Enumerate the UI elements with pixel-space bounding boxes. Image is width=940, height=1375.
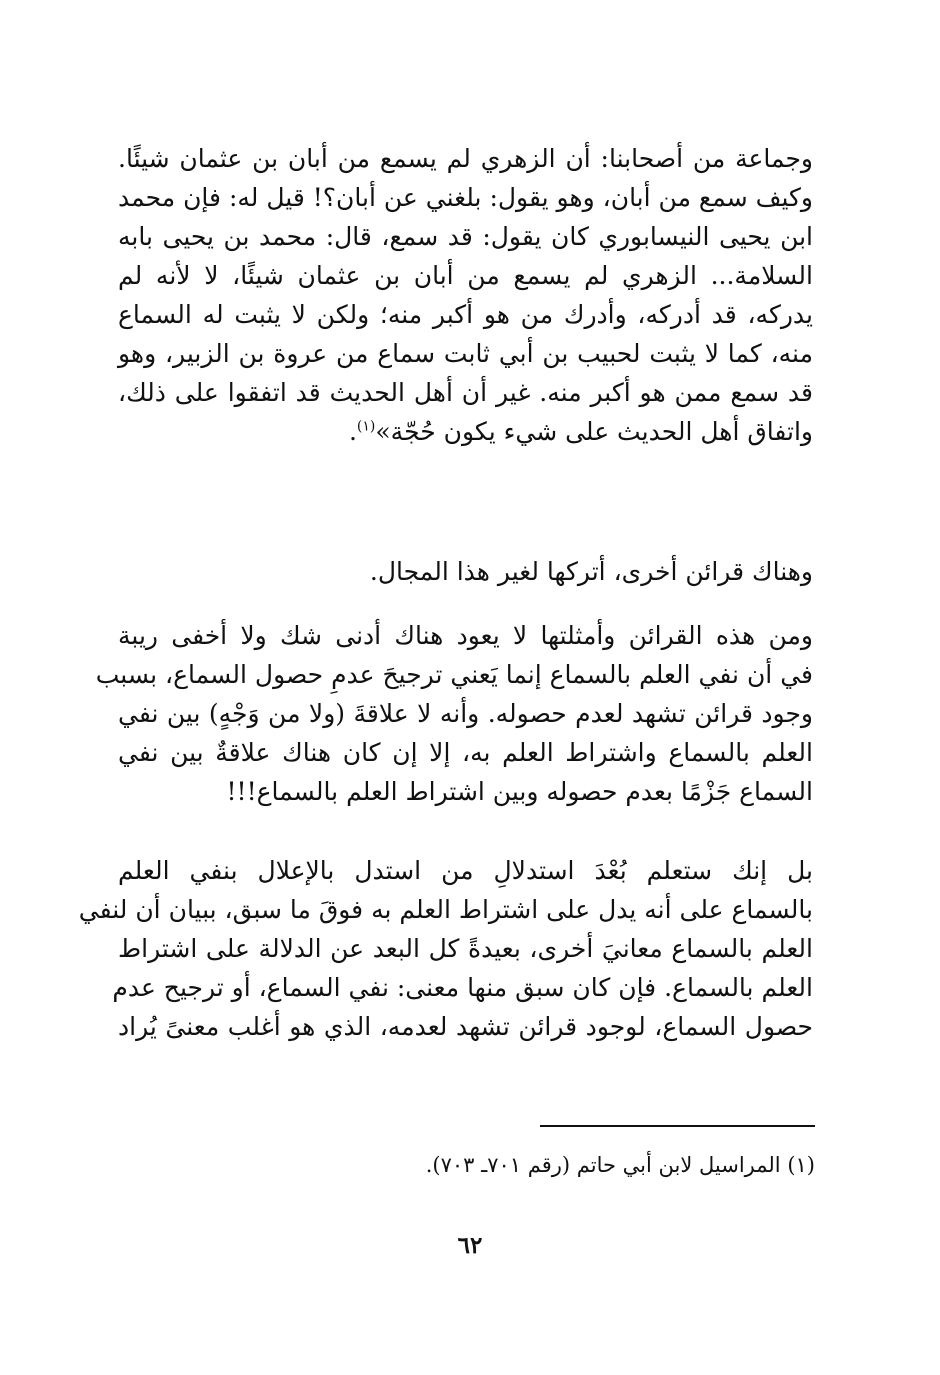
footnote: (١) المراسيل لابن أبي حاتم (رقم ٧٠١ـ ٧٠٣). [425,1153,815,1177]
paragraph [118,552,813,591]
text-line-last [118,412,813,451]
page-number: ٦٢ [457,1232,483,1259]
text-line: وهناك قرائن أخرى، أتركها لغير هذا المجال. [369,557,813,586]
text-line: السماع جَزْمًا بعدم حصوله وبين اشتراط العلم بالسماع!!! [226,777,813,806]
text-line: العلم بالسماع. فإن كان سبق منها معنى: نفي السماع، أو ترجيح عدم [112,973,813,1002]
text-line: حصول السماع، لوجود قرائن تشهد لعدمه، الذي هو أغلب معنىً يُراد [118,1012,813,1041]
text-line: منه، كما لا يثبت لحبيب بن أبي ثابت سماع من عروة بن الزبير، وهو [118,339,813,368]
text-line-content: واتفاق أهل الحديث على شيء يكون حُجّة» [375,417,813,446]
text-line: وكيف سمع من أبان، وهو يقول: بلغني عن أبان؟! قيل له: فإن محمد [118,183,813,212]
text-line: السلامة... الزهري لم يسمع من أبان بن عثمان شيئًا، لا لأنه لم [118,261,813,290]
text-line: العلم بالسماع معانيَ أخرى، بعيدةً كل البعد عن الدلالة على اشتراط [118,934,813,963]
text-line: قد سمع ممن هو أكبر منه. غير أن أهل الحديث قد اتفقوا على ذلك، [118,378,813,407]
footnote-separator [540,1125,815,1127]
text-line: ومن هذه القرائن وأمثلتها لا يعود هناك أدنى شك ولا أخفى ريبة [118,621,813,650]
footnote-marker: (١) [356,418,376,435]
text-line: وجماعة من أصحابنا: أن الزهري لم يسمع من أبان بن عثمان شيئًا. [118,144,813,173]
text-line: وجود قرائن تشهد لعدم حصوله. وأنه لا علاقةَ (ولا من وَجْهٍ) بين نفي [118,699,813,728]
text-line: في أن نفي العلم بالسماع إنما يَعني ترجيحَ عدمِ حصول السماع، بسبب [95,660,813,689]
quote-paragraph [118,139,813,451]
text-line: العلم بالسماع واشتراط العلم به، إلا إن كان هناك علاقةٌ بين نفي [118,738,813,767]
paragraph [95,616,813,811]
text-line: بالسماع على أنه يدل على اشتراط العلم به فوقَ ما سبق، ببيان أن لنفي [78,895,813,924]
end-punctuation: . [348,417,357,446]
paragraph [78,851,813,1046]
text-line: بل إنك ستعلم بُعْدَ استدلالِ من استدل بالإعلال بنفي العلم [118,856,813,885]
text-line: ابن يحيى النيسابوري كان يقول: قد سمع، قال: محمد بن يحيى بابه [118,222,813,251]
text-line: يدركه، قد أدركه، وأدرك من هو أكبر منه؛ ولكن لا يثبت له السماع [118,300,813,329]
